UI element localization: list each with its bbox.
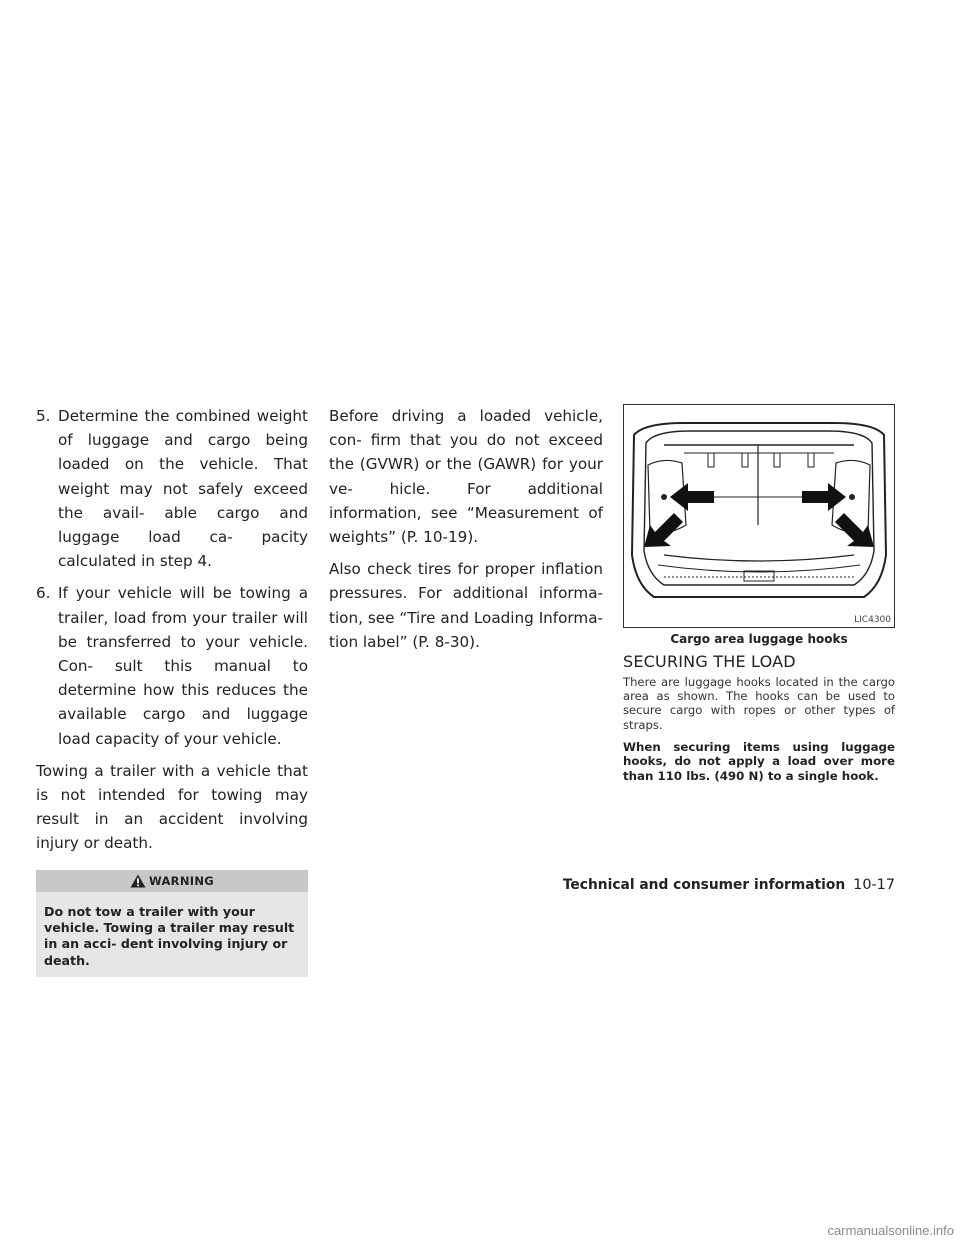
warning-title: WARNING bbox=[149, 873, 214, 888]
figure-caption: Cargo area luggage hooks bbox=[670, 632, 848, 646]
page-number: 10-17 bbox=[853, 877, 895, 893]
cargo-area-figure bbox=[623, 404, 895, 628]
list-number: 5. bbox=[36, 407, 51, 425]
cargo-area-illustration bbox=[624, 405, 894, 627]
weight-paragraph: Before driving a loaded vehicle, con- firm that you do not exceed the (GVWR) or the (GAWR) for your ve- hicle. For additional information, see “Measurement of weights” (P. 10-19). bbox=[329, 407, 603, 547]
warning-box bbox=[36, 870, 308, 978]
warning-text: Do not tow a trailer with your vehicle. Towing a trailer may result in an acci- dent involving injury or death. bbox=[36, 892, 308, 978]
securing-note: When securing items using luggage hooks, do not apply a load over more than 110 lbs. (490 N) to a single hook. bbox=[623, 739, 895, 783]
list-text: Determine the combined weight of luggage and cargo being loaded on the vehicle. That weight may not safely exceed the avail- able cargo and luggage load ca- pacity calculated in step 4. bbox=[58, 407, 308, 571]
warning-header bbox=[36, 870, 308, 892]
list-text: If your vehicle will be towing a trailer, load from your trailer will be transferred to your vehicle. Con- sult this manual to determine how this reduces the available cargo and luggage load capacity of your vehicle. bbox=[58, 584, 308, 748]
warning-triangle-icon bbox=[130, 874, 146, 888]
watermark: carmanualsonline.info bbox=[827, 1223, 954, 1238]
figure-code: LIC4300 bbox=[854, 615, 891, 625]
towing-paragraph: Towing a trailer with a vehicle that is not intended for towing may result in an accident involving injury or death. bbox=[36, 761, 308, 853]
section-title: SECURING THE LOAD bbox=[623, 652, 796, 671]
list-item-step-6 bbox=[36, 581, 308, 750]
list-number: 6. bbox=[36, 584, 51, 603]
securing-body: There are luggage hooks located in the cargo area as shown. The hooks can be used to secure cargo with ropes or other types of straps. bbox=[623, 675, 895, 732]
footer-section-title: Technical and consumer information bbox=[562, 877, 846, 893]
page-footer bbox=[563, 877, 895, 893]
tire-paragraph: Also check tires for proper inflation pressures. For additional informa- tion, see “Tire and Loading Informa- tion label” (P. 8-30). bbox=[329, 560, 603, 651]
middle-column bbox=[329, 404, 603, 662]
right-column bbox=[623, 404, 895, 784]
left-column bbox=[36, 404, 308, 977]
list-item-step-5 bbox=[36, 404, 308, 573]
